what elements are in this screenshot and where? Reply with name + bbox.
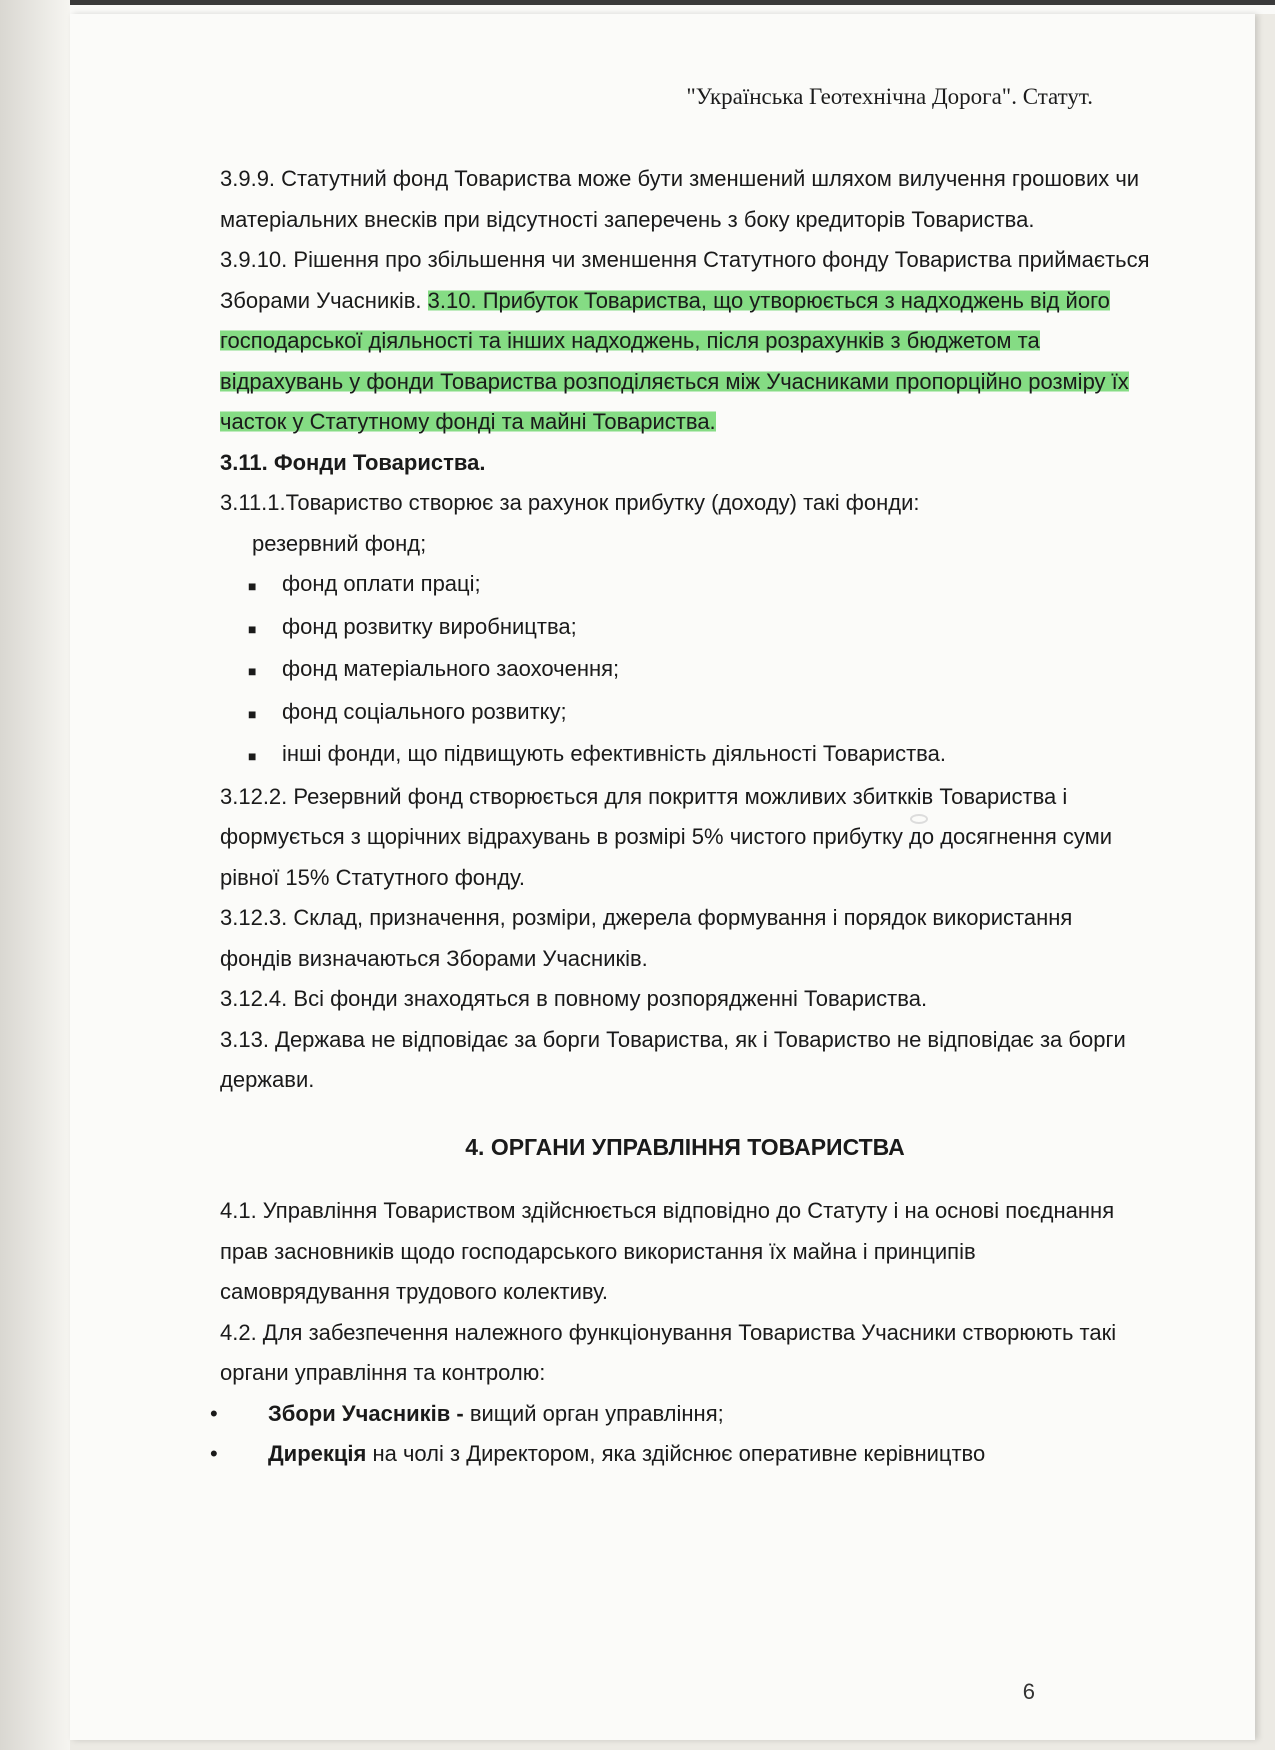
highlighted-paragraph-3-10: 3.10. Прибуток Товариства, що утворюється з надходжень від його господарської діяльності та інших надходжень, після розрахунків з бюджетом та відрахувань у фонди Товариства розподіляється між Учасниками пропорційно розміру їх часток у Статутному фонді та майні Товариства. xyxy=(220,287,1129,434)
paragraph-3-11-1: 3.11.1.Товариство створює за рахунок прибутку (доходу) такі фонди: xyxy=(220,490,920,515)
running-header: "Українська Геотехнічна Дорога". Статут. xyxy=(686,84,1093,109)
paragraph-4-2: 4.2. Для забезпечення належного функціонування Товариства Учасники створюють такі органи управління та контролю: xyxy=(220,1319,1117,1385)
fund-item xyxy=(220,692,1150,735)
paragraph-3-13: 3.13. Держава не відповідає за борги Товариства, як і Товариство не відповідає за борги держави. xyxy=(220,1026,1126,1092)
square-bullet-icon: ■ xyxy=(248,578,257,594)
document-page xyxy=(70,14,1255,1740)
paragraph-3-12-4: 3.12.4. Всі фонди знаходяться в повному розпорядженні Товариства. xyxy=(220,986,928,1011)
paragraph-3-12-3: 3.12.3. Склад, призначення, розміри, джерела формування і порядок використання фондів визначаються Зборами Учасників. xyxy=(220,905,1073,971)
paragraph-3-9-10-text: 3.9.10. Рішення про збільшення чи зменшення Статутного фонду Товариства приймається Зборами Учасників. xyxy=(220,247,1150,313)
organ-text xyxy=(268,1434,985,1475)
fund-label: фонд розвитку виробництва; xyxy=(282,613,577,639)
organ-item xyxy=(210,1434,1150,1475)
fund-item xyxy=(220,564,1150,607)
paragraph-3-9-9: 3.9.9. Статутний фонд Товариства може бути зменшений шляхом вилучення грошових чи матеріальних внесків при відсутності заперечень з боку кредиторів Товариства. xyxy=(220,166,1140,232)
square-bullet-icon: ■ xyxy=(248,705,257,722)
page-body xyxy=(210,159,1150,1475)
fund-label: інші фонди, що підвищують ефективність діяльності Товариства. xyxy=(282,741,946,766)
fund-item xyxy=(220,607,1150,650)
scan-top-edge xyxy=(70,0,1275,14)
square-bullet-icon: ■ xyxy=(248,620,257,637)
organ-name: Дирекція xyxy=(268,1441,373,1466)
fund-item-reserve: резервний фонд; xyxy=(252,530,427,556)
heading-3-11: 3.11. Фонди Товариства. xyxy=(220,449,486,475)
square-bullet-icon: ■ xyxy=(248,663,257,679)
organ-description: на чолі з Директором, яка здійснює оперативне керівництво xyxy=(372,1441,986,1466)
fund-label: фонд оплати праці; xyxy=(282,571,481,596)
bleed-through-mark xyxy=(910,814,928,824)
fund-label: фонд соціального розвитку; xyxy=(282,698,567,724)
paragraph-4-1: 4.1. Управління Товариством здійснюється відповідно до Статуту і на основі поєднання прав засновників щодо господарського використання їх майна і принципів самоврядування трудового колективу. xyxy=(220,1198,1115,1304)
paragraph-3-9-10 xyxy=(220,240,1150,443)
organ-description: вищий орган управління; xyxy=(469,1400,724,1426)
page-number: 6 xyxy=(1022,1679,1035,1704)
fund-item xyxy=(220,649,1150,692)
bullet-dot-icon: • xyxy=(210,1400,218,1426)
bullet-dot-icon: • xyxy=(210,1441,218,1466)
fund-item xyxy=(220,734,1150,777)
fund-label: фонд матеріального заохочення; xyxy=(282,656,620,681)
scan-left-edge xyxy=(0,0,70,1750)
organ-name: Збори Учасників - xyxy=(268,1400,470,1426)
organ-text xyxy=(268,1394,724,1435)
section-4-title: 4. ОРГАНИ УПРАВЛІННЯ ТОВАРИСТВА xyxy=(465,1133,905,1160)
paragraph-3-12-2: 3.12.2. Резервний фонд створюється для покриття можливих збиткків Товариства і формується з щорічних відрахувань в розмірі 5% чистого прибутку до досягнення суми рівної 15% Статутного фонду. xyxy=(220,783,1113,890)
organ-item xyxy=(210,1394,1150,1435)
square-bullet-icon: ■ xyxy=(248,748,257,764)
